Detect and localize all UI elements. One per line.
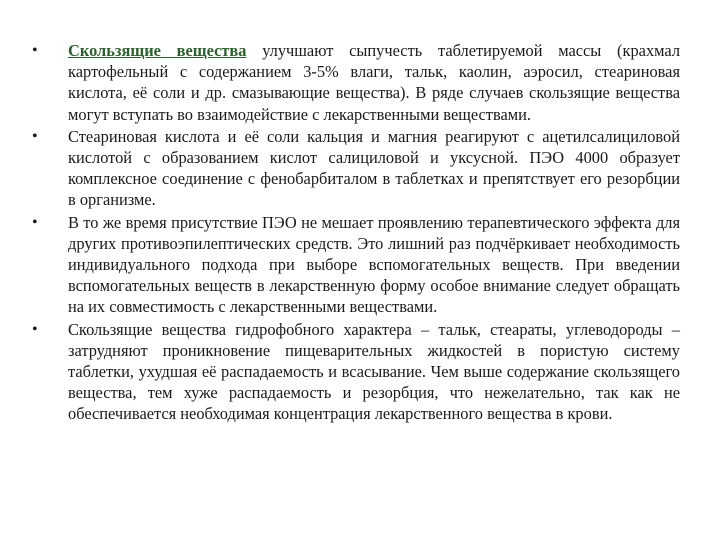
term-link[interactable]: Скользящие вещества [68, 41, 247, 60]
bullet-body: улучшают сыпучесть таблетируемой массы (крахмал картофельный с содержанием 3-5% влаги, тальк, каолин, аэросил, стеариновая кислота, её соли и др. смазывающие вещества). В ряде случаев скользящие вещества могут вступать во взаимодействие с лекарственными веществами. [68, 41, 680, 124]
bullet-text: В то же время присутствие ПЭО не мешает проявлению терапевтического эффекта для других противоэпилептических средств. Это лишний раз подчёркивает необходимость индивидуального подхода при выборе вспомогательных веществ. При введении вспомогательных веществ в лекарственную форму особое внимание следует обращать на их совместимость с лекарственными веществами. [68, 212, 680, 317]
bullet-text [68, 40, 680, 125]
bullet-icon: • [32, 213, 38, 231]
bullet-text: Стеариновая кислота и её соли кальция и магния реагируют с ацетилсалициловой кислотой с образованием кислот салициловой и уксусной. ПЭО 4000 образует комплексное соединение с фенобарбиталом в таблетках и препятствует его резорбции в организме. [68, 126, 680, 210]
bullet-icon: • [32, 320, 38, 338]
bullet-item-3 [30, 212, 680, 318]
bullet-icon: • [32, 42, 38, 59]
bullet-list [30, 40, 680, 426]
bullet-item-2 [30, 126, 680, 211]
bullet-item-4 [30, 319, 680, 425]
bullet-item-1 [30, 40, 680, 125]
bullet-text: Скользящие вещества гидрофобного характера – тальк, стеараты, углеводороды – затрудняют проникновение пищеварительных жидкостей в пористую систему таблетки, ухудшая её распадаемость и всасывание. Чем выше содержание скользящего вещества, тем хуже распадаемость и резорбция, что нежелательно, так как не обеспечивается необходимая концентрация лекарственного вещества в крови. [68, 319, 680, 424]
bullet-icon: • [32, 127, 38, 145]
